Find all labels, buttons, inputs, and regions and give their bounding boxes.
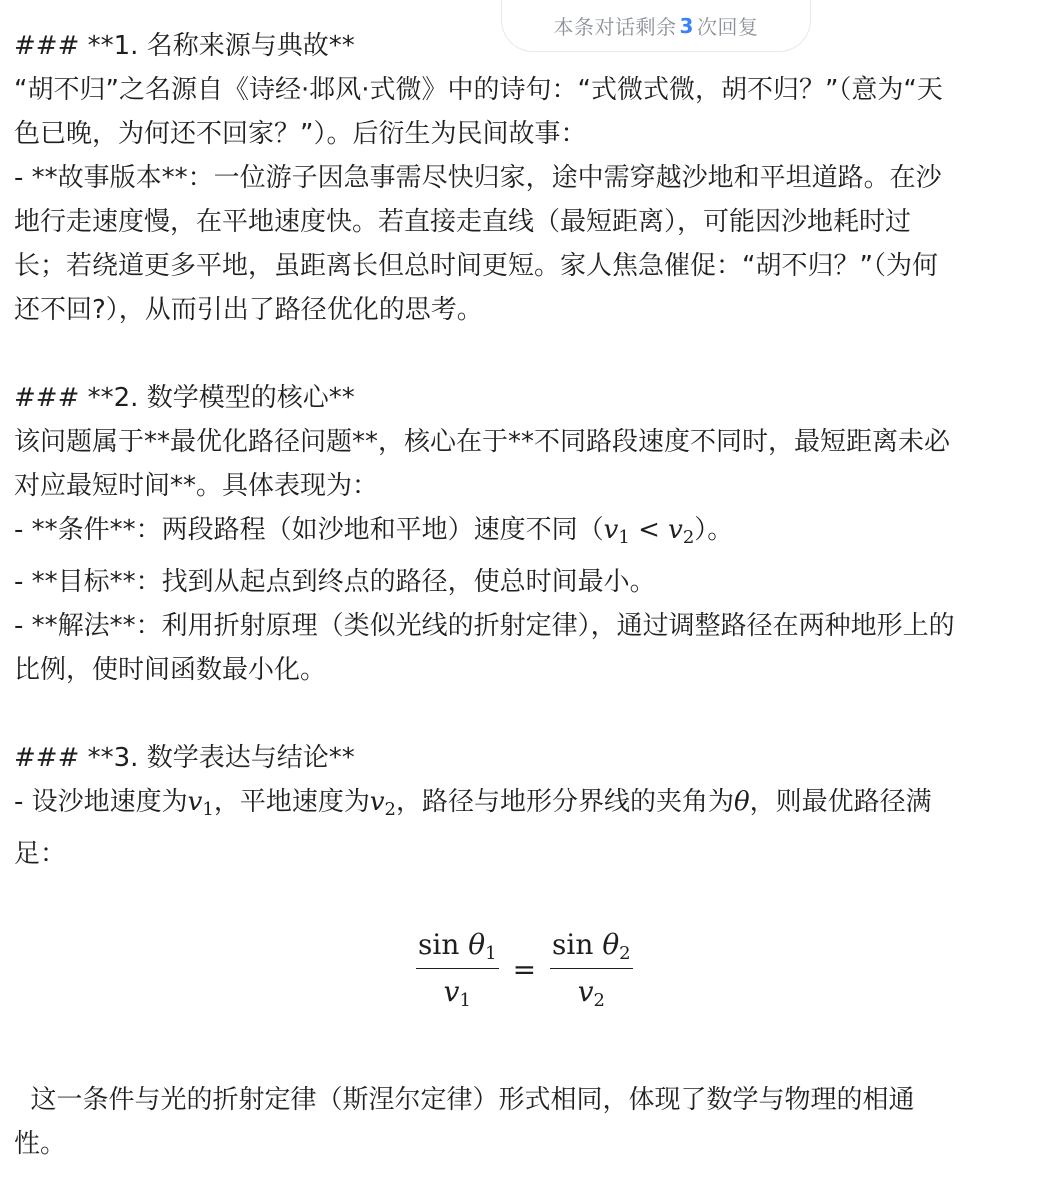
section-2-line-5: - **解法**：利用折射原理（类似光线的折射定律），通过调整路径在两种地形上的 xyxy=(14,611,955,641)
equals-sign: = xyxy=(512,952,537,986)
math-sub-2: 2 xyxy=(593,989,605,1011)
fraction-left xyxy=(416,928,499,1011)
conclusion-line-1: 这一条件与光的折射定律（斯涅尔定律）形式相同，体现了数学与物理的相通 xyxy=(14,1085,915,1115)
numerator-left xyxy=(416,928,499,969)
math-sub-1: 1 xyxy=(485,942,497,964)
math-sub-2: 2 xyxy=(619,942,631,964)
conclusion-text xyxy=(14,1078,1024,1166)
remaining-suffix: 次回复 xyxy=(696,15,759,39)
section-3-heading: ### **3. 数学表达与结论** xyxy=(14,743,355,773)
sin-label: sin xyxy=(418,927,469,961)
math-v: v xyxy=(603,515,619,545)
section-3-line-2: 足： xyxy=(14,839,67,869)
text-angle: ，路径与地形分界线的夹角为 xyxy=(395,787,734,817)
math-v: v xyxy=(443,974,460,1008)
text-optimal: ，则最优路径满 xyxy=(749,787,932,817)
answer-text xyxy=(14,24,1024,876)
section-1-line-6: 还不回?），从而引出了路径优化的思考。 xyxy=(14,295,483,325)
math-v: v xyxy=(668,515,683,545)
math-less-than: < xyxy=(629,515,669,545)
math-sub-1: 1 xyxy=(459,989,471,1011)
section-3-line-1 xyxy=(14,780,1024,832)
remaining-count: 3 xyxy=(679,13,694,38)
section-2-line-6: 比例，使时间函数最小化。 xyxy=(14,655,327,685)
text-sand-speed: - 设沙地速度为 xyxy=(14,787,188,817)
section-1-heading: ### **1. 名称来源与典故** xyxy=(14,31,355,61)
numerator-right xyxy=(550,928,633,969)
section-1-line-3: - **故事版本**：一位游子因急事需尽快归家，途中需穿越沙地和平坦道路。在沙 xyxy=(14,163,942,193)
section-2-heading: ### **2. 数学模型的核心** xyxy=(14,383,355,413)
math-v: v xyxy=(369,787,385,817)
sin-label: sin xyxy=(552,927,603,961)
math-theta: θ xyxy=(602,927,620,961)
section-2-line-2: 对应最短时间**。具体表现为： xyxy=(14,471,379,501)
conclusion-line-2: 性。 xyxy=(14,1129,67,1159)
snell-formula xyxy=(416,924,636,1014)
fraction-right xyxy=(550,928,633,1011)
remaining-prefix: 本条对话剩余 xyxy=(553,15,677,39)
math-v: v xyxy=(577,974,594,1008)
section-2-line-1: 该问题属于**最优化路径问题**，核心在于**不同路段速度不同时，最短距离未必 xyxy=(14,427,951,457)
section-2-line-4: - **目标**：找到从起点到终点的路径，使总时间最小。 xyxy=(14,567,656,597)
section-1-line-1: “胡不归”之名源自《诗经·邶风·式微》中的诗句：“式微式微，胡不归？”（意为“天 xyxy=(14,75,943,105)
math-sub-2: 2 xyxy=(384,799,396,820)
section-2-line-3 xyxy=(14,508,1024,560)
denominator-left xyxy=(444,969,471,1011)
section-1-line-4: 地行走速度慢，在平地速度快。若直接走直线（最短距离），可能因沙地耗时过 xyxy=(14,207,912,237)
section-1-line-5: 长；若绕道更多平地，虽距离长但总时间更短。家人焦急催促：“胡不归？”（为何 xyxy=(14,251,938,281)
math-sub-1: 1 xyxy=(202,799,214,820)
math-theta: θ xyxy=(734,787,750,817)
text-flat-speed: ，平地速度为 xyxy=(213,787,370,817)
math-v: v xyxy=(187,787,203,817)
math-theta: θ xyxy=(468,927,486,961)
math-sub-2: 2 xyxy=(682,527,695,548)
section-1-line-2: 色已晚，为何还不回家？”）。后衍生为民间故事： xyxy=(14,119,587,149)
condition-close: ）。 xyxy=(694,515,734,545)
math-sub-1: 1 xyxy=(618,527,630,548)
condition-text: - **条件**：两段路程（如沙地和平地）速度不同（ xyxy=(14,515,604,545)
denominator-right xyxy=(578,969,605,1011)
